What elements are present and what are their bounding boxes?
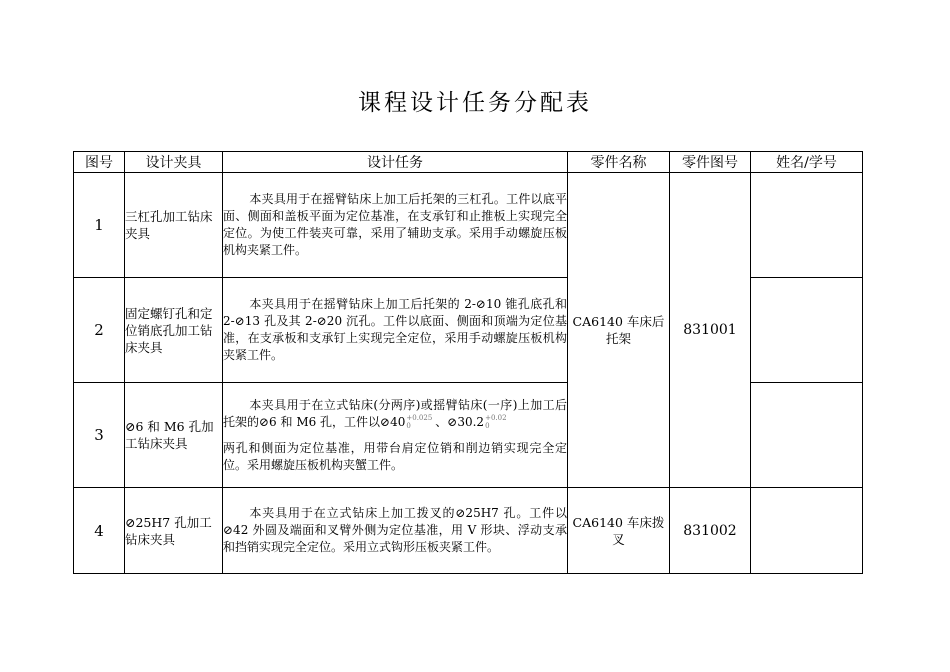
document-title: 课程设计任务分配表 <box>358 90 592 116</box>
task-description <box>223 383 568 488</box>
row-number: 4 <box>74 488 125 574</box>
header-part-name: 零件名称 <box>568 152 670 173</box>
task-description <box>223 278 568 383</box>
fixture-name: ⊘25H7 孔加工钻床夹具 <box>125 488 223 574</box>
task-text-part2: 两孔和侧面为定位基准，用带台肩定位销和削边销实现完全定位。采用螺旋压板机构夹蟹工件。 <box>223 440 567 472</box>
student-cell[interactable] <box>751 383 863 488</box>
header-fixture: 设计夹具 <box>125 152 223 173</box>
part-number-cell: 831002 <box>670 488 751 574</box>
part-number-cell: 831001 <box>670 173 751 488</box>
table-row <box>74 173 863 278</box>
header-student: 姓名/学号 <box>751 152 863 173</box>
fixture-name: 固定螺钉孔和定位销底孔加工钻床夹具 <box>125 278 223 383</box>
fixture-name: ⊘6 和 M6 孔加工钻床夹具 <box>125 383 223 488</box>
task-text: 本夹具用于在立式钻床(分两序)或摇臂钻床(一序)上加工后托架的⊘6 和 M6 孔，工件以⊘40 <box>223 397 567 429</box>
header-row <box>74 152 863 173</box>
fixture-name: 三杠孔加工钻床夹具 <box>125 173 223 278</box>
student-cell[interactable] <box>751 488 863 574</box>
student-cell[interactable] <box>751 173 863 278</box>
row-number: 1 <box>74 173 125 278</box>
header-part-no: 零件图号 <box>670 152 751 173</box>
student-cell[interactable] <box>751 278 863 383</box>
task-text: 本夹具用于在摇臂钻床上加工后托架的 2-⊘10 锥孔底孔和 2-⊘13 孔及其 2-⊘20 沉孔。工件以底面、侧面和顶端为定位基准，在支承板和支承钉上实现完全定位，采用手动螺旋压板机构夹紧工件。 <box>223 297 567 362</box>
tolerance-lower: 0 <box>406 422 411 430</box>
tolerance-2 <box>485 414 506 430</box>
tolerance-lower: 0 <box>485 422 490 430</box>
tolerance-upper: +0.025 <box>406 414 433 422</box>
part-name-cell: CA6140 车床拨叉 <box>568 488 670 574</box>
table-row <box>74 488 863 574</box>
tolerance-upper: +0.02 <box>485 414 507 422</box>
task-text: 、⊘30.2 <box>435 414 485 429</box>
task-text: 本夹具用于在摇臂钻床上加工后托架的三杠孔。工件以底平面、侧面和盖板平面为定位基准，在支承钉和止推板上实现完全定位。为使工件装夹可靠，采用了辅助支承。采用手动螺旋压板机构夹紧工件。 <box>223 192 567 257</box>
task-description <box>223 488 568 574</box>
row-number: 2 <box>74 278 125 383</box>
assignment-table <box>73 151 863 574</box>
task-text-part1 <box>223 397 567 431</box>
task-description <box>223 173 568 278</box>
header-figure-no: 图号 <box>74 152 125 173</box>
row-number: 3 <box>74 383 125 488</box>
tolerance-1 <box>406 414 432 430</box>
header-task: 设计任务 <box>223 152 568 173</box>
task-text: 本夹具用于在立式钻床上加工拨叉的⊘25H7 孔。工件以⊘42 外圆及端面和叉臂外侧为定位基准，用 V 形块、浮动支承和挡销实现完全定位。采用立式钩形压板夹紧工件。 <box>223 506 567 554</box>
part-name-cell: CA6140 车床后托架 <box>568 173 670 488</box>
